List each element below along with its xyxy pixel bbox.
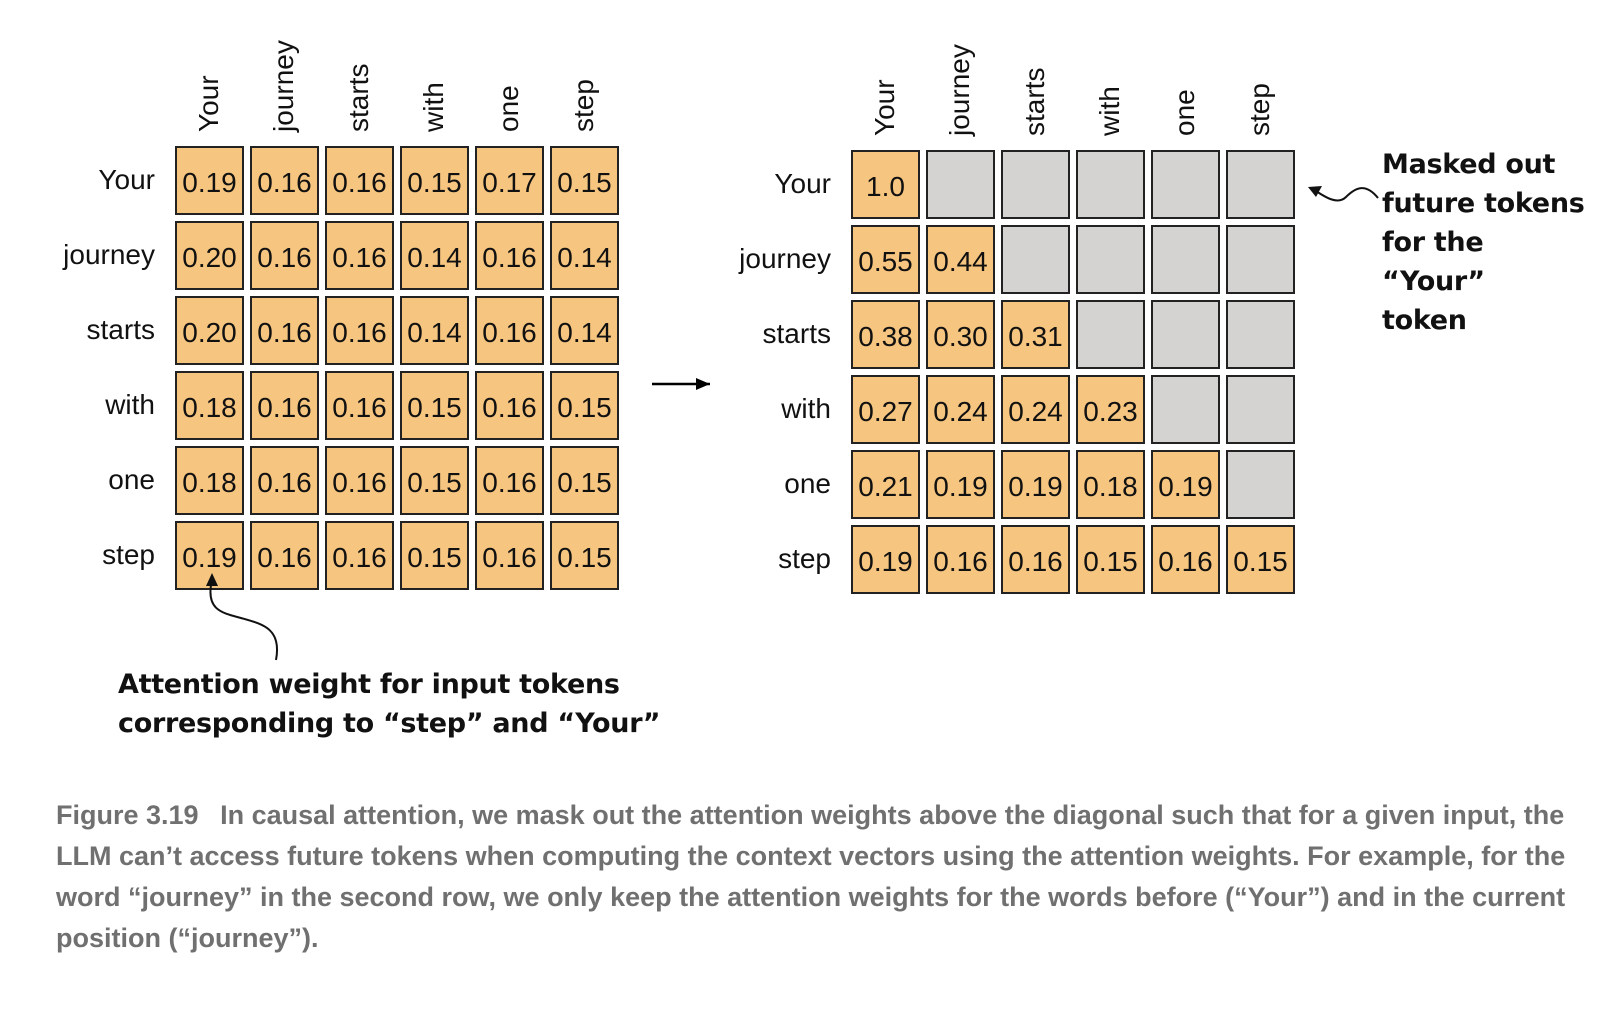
left-column-label-step: step [568, 79, 599, 132]
left-weight-cell: 0.14 [400, 296, 469, 365]
left-weight-cell: 0.18 [175, 446, 244, 515]
left-weight-cell: 0.20 [175, 221, 244, 290]
right-column-label-with: with [1094, 86, 1125, 136]
left-row-label-Your: Your [98, 164, 155, 195]
weight-note-line: Attention weight for input tokens [118, 669, 620, 700]
right-column-label-Your: Your [869, 79, 900, 136]
left-weight-cell: 0.16 [250, 446, 319, 515]
left-weight-cell: 0.16 [325, 446, 394, 515]
left-weight-cell: 0.16 [475, 446, 544, 515]
right-weight-cell: 0.24 [1001, 375, 1070, 444]
right-weight-cell: 0.24 [926, 375, 995, 444]
right-weight-cell: 0.15 [1076, 525, 1145, 594]
left-weight-cell: 0.16 [475, 296, 544, 365]
right-weight-cell: 0.31 [1001, 300, 1070, 369]
right-row-label-starts: starts [762, 318, 831, 349]
left-weight-cell: 0.16 [325, 221, 394, 290]
left-row-label-starts: starts [86, 314, 155, 345]
left-weight-cell: 0.16 [250, 521, 319, 590]
weight-note-arrow-icon [206, 573, 277, 660]
right-weight-cell: 0.21 [851, 450, 920, 519]
right-weight-cell: 1.0 [851, 150, 920, 219]
left-weight-cell: 0.14 [400, 221, 469, 290]
left-weight-cell: 0.16 [250, 371, 319, 440]
right-weight-cell: 0.19 [851, 525, 920, 594]
left-weight-cell: 0.16 [325, 521, 394, 590]
right-row-label-journey: journey [739, 243, 831, 274]
masked-note-line: Masked out [1382, 149, 1556, 180]
right-weight-cell: 0.16 [926, 525, 995, 594]
weight-note-line: corresponding to “step” and “Your” [118, 708, 661, 739]
right-weight-cell: 0.18 [1076, 450, 1145, 519]
left-weight-cell: 0.18 [175, 371, 244, 440]
right-weight-cell: 0.44 [926, 225, 995, 294]
attention-weight-annotation [118, 665, 678, 743]
figure-caption [56, 795, 1576, 959]
left-weight-cell: 0.15 [550, 371, 619, 440]
left-weight-cell: 0.17 [475, 146, 544, 215]
left-weight-cell: 0.20 [175, 296, 244, 365]
right-weight-cell: 0.38 [851, 300, 920, 369]
left-weight-cell: 0.16 [250, 146, 319, 215]
left-weight-cell: 0.16 [475, 521, 544, 590]
masked-out-annotation [1382, 145, 1592, 340]
right-weight-cell: 0.30 [926, 300, 995, 369]
left-column-label-Your: Your [193, 75, 224, 132]
right-weight-cell: 0.16 [1151, 525, 1220, 594]
right-weight-cell: 0.19 [926, 450, 995, 519]
transform-arrow-icon [652, 378, 710, 390]
right-weight-cell: 0.27 [851, 375, 920, 444]
right-weight-cell: 0.19 [1001, 450, 1070, 519]
left-weight-cell: 0.15 [400, 371, 469, 440]
right-weight-cell: 0.19 [1151, 450, 1220, 519]
left-weight-cell: 0.16 [325, 296, 394, 365]
left-weight-cell: 0.16 [475, 221, 544, 290]
left-weight-cell: 0.14 [550, 221, 619, 290]
right-row-label-step: step [778, 543, 831, 574]
right-column-label-one: one [1169, 89, 1200, 136]
right-row-label-Your: Your [774, 168, 831, 199]
masked-note-line: for the “Your” [1382, 227, 1485, 297]
left-row-label-with: with [105, 389, 155, 420]
right-column-label-starts: starts [1019, 67, 1050, 136]
right-row-label-with: with [781, 393, 831, 424]
left-weight-cell: 0.16 [250, 296, 319, 365]
left-column-label-journey: journey [268, 40, 299, 132]
left-weight-cell: 0.15 [550, 446, 619, 515]
masked-note-line: future tokens [1382, 188, 1585, 219]
masked-note-arrow-icon [1308, 186, 1378, 201]
right-column-label-journey: journey [944, 44, 975, 136]
left-column-label-with: with [418, 82, 449, 132]
caption-text: In causal attention, we mask out the attention weights above the diagonal such that for a given input, the LLM can’t access future tokens when computing the context vectors using the attention weights. For example, for the word “journey” in the second row, we only keep the attention weights for the words before (“Your”) and in the current position (“journey”). [56, 800, 1566, 953]
right-row-label-one: one [784, 468, 831, 499]
left-column-label-one: one [493, 85, 524, 132]
left-weight-cell: 0.19 [175, 146, 244, 215]
left-weight-cell: 0.14 [550, 296, 619, 365]
left-weight-cell: 0.15 [400, 446, 469, 515]
left-weight-cell: 0.16 [325, 146, 394, 215]
left-weight-cell: 0.15 [400, 521, 469, 590]
right-weight-cell: 0.15 [1226, 525, 1295, 594]
left-weight-cell: 0.19 [175, 521, 244, 590]
left-row-label-journey: journey [63, 239, 155, 270]
left-weight-cell: 0.15 [400, 146, 469, 215]
left-column-label-starts: starts [343, 63, 374, 132]
right-column-label-step: step [1244, 83, 1275, 136]
masked-note-line: token [1382, 305, 1467, 336]
left-weight-cell: 0.15 [550, 521, 619, 590]
left-weight-cell: 0.15 [550, 146, 619, 215]
left-weight-cell: 0.16 [475, 371, 544, 440]
left-weight-cell: 0.16 [250, 221, 319, 290]
left-row-label-step: step [102, 539, 155, 570]
right-weight-cell: 0.16 [1001, 525, 1070, 594]
right-weight-cell: 0.23 [1076, 375, 1145, 444]
figure-label: Figure 3.19 [56, 800, 199, 830]
left-row-label-one: one [108, 464, 155, 495]
right-weight-cell: 0.55 [851, 225, 920, 294]
left-weight-cell: 0.16 [325, 371, 394, 440]
